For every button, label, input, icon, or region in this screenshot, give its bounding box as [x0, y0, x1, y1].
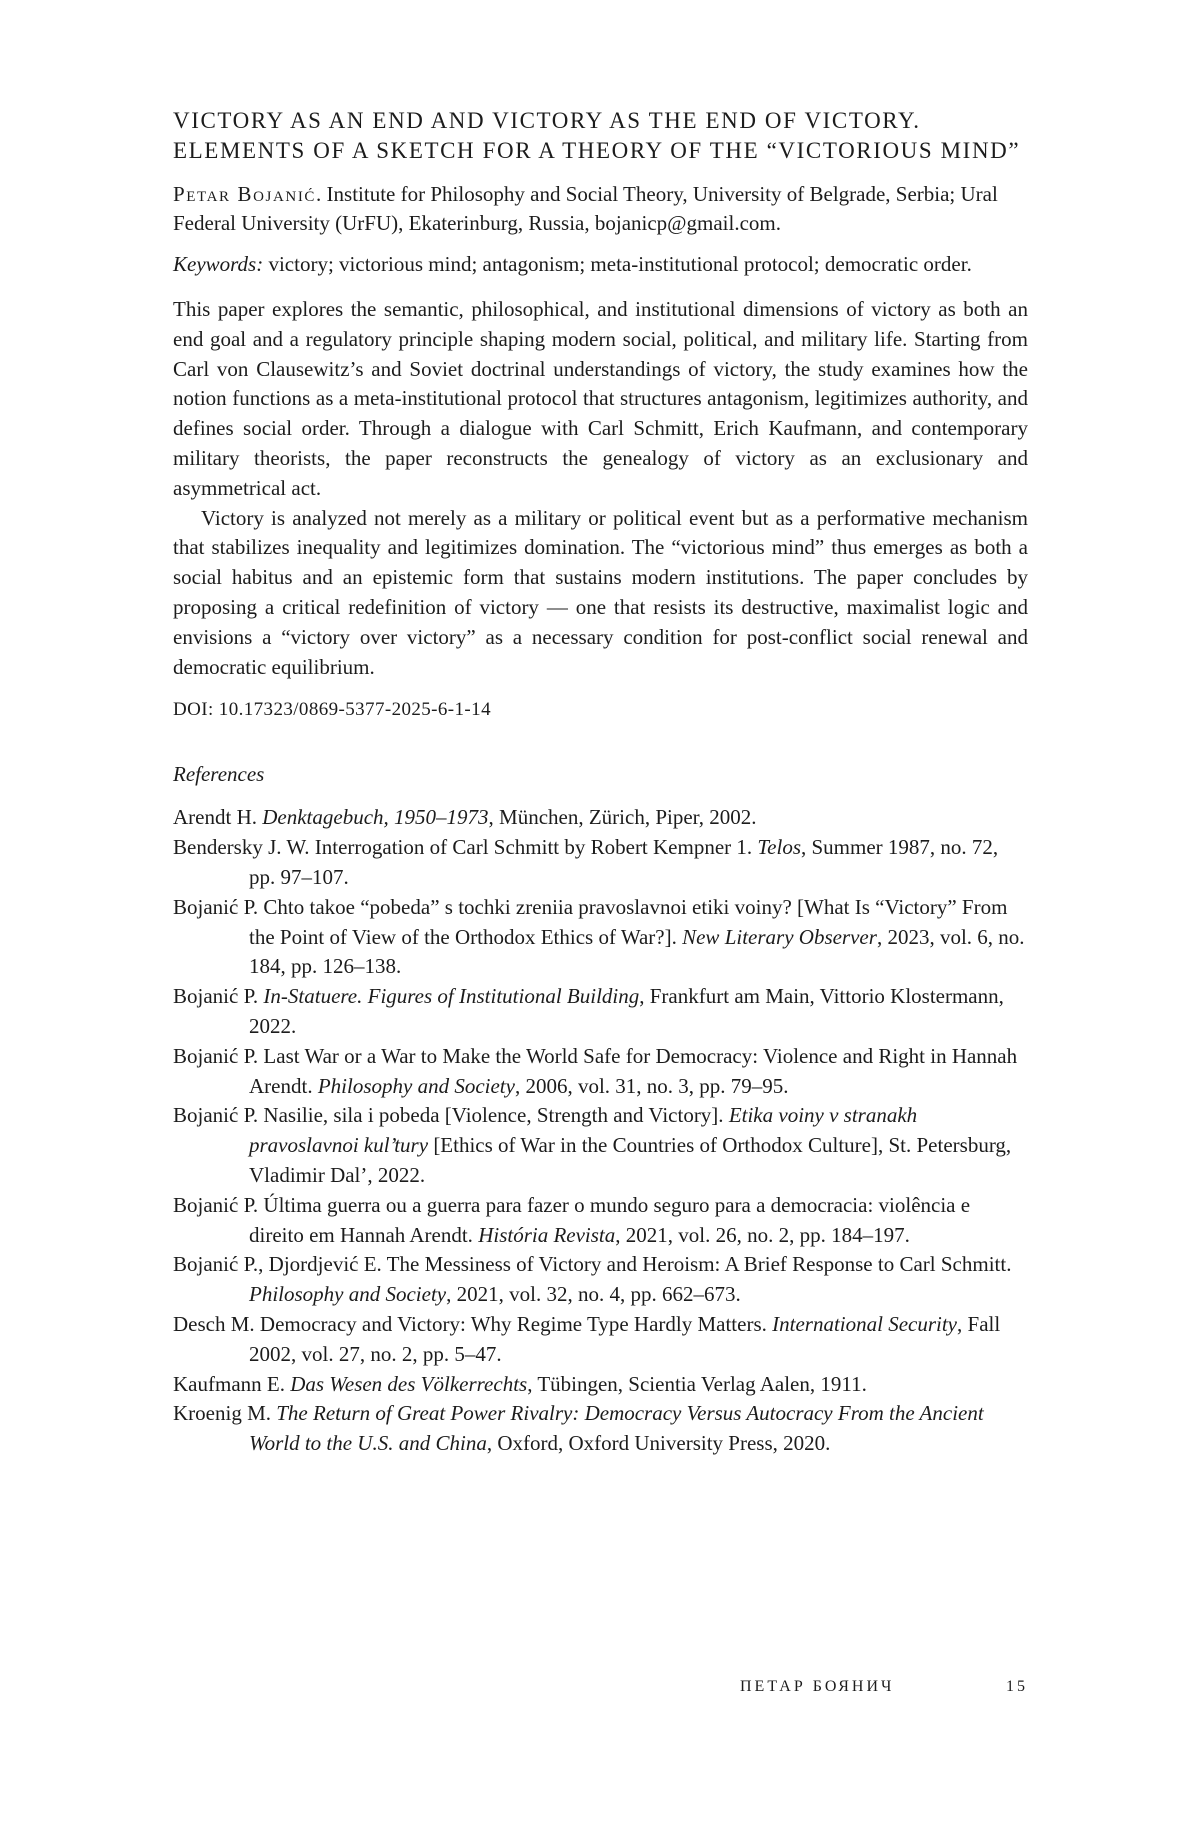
reference-list [173, 803, 1028, 1459]
abstract-paragraph-1: This paper explores the semantic, philosophical, and institutional dimensions of victory as both an end goal and a regulatory principle shaping modern social, political, and military life. Starting from Carl von Clausewitz’s and Soviet doctrinal understandings of victory, the study examines how the notion functions as a meta-institutional protocol that structures antagonism, legitimizes authority, and defines social order. Through a dialogue with Carl Schmitt, Erich Kaufmann, and contemporary military theorists, the paper reconstructs the genealogy of victory as an exclusionary and asymmetrical act. [173, 297, 1028, 500]
author-name: Petar Bojanić [173, 182, 317, 206]
reference-item: Bojanić P., Djordjević E. The Messiness of Victory and Heroism: A Brief Response to Carl Schmitt. Philosophy and Society, 2021, vol. 32, no. 4, pp. 662–673. [173, 1252, 1012, 1307]
page-number: 15 [1006, 1678, 1028, 1695]
keywords-text: victory; victorious mind; antagonism; meta-institutional protocol; democratic order. [268, 252, 972, 276]
reference-item: Bojanić P. Nasilie, sila i pobeda [Violence, Strength and Victory]. Etika voiny v stranakh pravoslavnoi kul’tury [Ethics of War in the Countries of Orthodox Culture], St. Petersburg, Vladimir Dal’, 2022. [173, 1103, 1012, 1187]
article-title [173, 106, 1028, 166]
abstract-paragraph-2: Victory is analyzed not merely as a military or political event but as a performative mechanism that stabilizes inequality and legitimizes domination. The “victorious mind” thus emerges as both a social habitus and an epistemic form that sustains modern institutions. The paper concludes by proposing a critical redefinition of victory — one that resists its destructive, maximalist logic and envisions a “victory over victory” as a necessary condition for post-conflict social renewal and democratic equilibrium. [173, 505, 1028, 679]
reference-item: Bojanić P. Last War or a War to Make the World Safe for Democracy: Violence and Right in Hannah Arendt. Philosophy and Society, 2006, vol. 31, no. 3, pp. 79–95. [173, 1043, 1018, 1098]
reference-item: Kroenig M. The Return of Great Power Rivalry: Democracy Versus Autocracy From the Ancient World to the U.S. and China, Oxford, Oxford University Press, 2020. [173, 1401, 984, 1456]
reference-item: Bojanić P. In-Statuere. Figures of Institutional Building, Frankfurt am Main, Vittorio Klostermann, 2022. [173, 984, 1004, 1038]
reference-item: Bendersky J. W. Interrogation of Carl Schmitt by Robert Kempner 1. Telos, Summer 1987, no. 72, pp. 97–107. [173, 835, 999, 889]
references-heading: References [173, 762, 265, 787]
keywords-label: Keywords: [173, 252, 264, 276]
reference-item: Bojanić P. Última guerra ou a guerra para fazer o mundo seguro para a democracia: violência e direito em Hannah Arendt. História Revista, 2021, vol. 26, no. 2, pp. 184–197. [173, 1192, 971, 1247]
article-title-line-2: ELEMENTS OF A SKETCH FOR A THEORY OF THE “VICTORIOUS MIND” [173, 138, 1021, 163]
abstract [173, 295, 1028, 682]
author-affiliation: Institute for Philosophy and Social Theory, University of Belgrade, Serbia; Ural Federal University (UrFU), Ekaterinburg, Russia, bojanicp@gmail.com. [173, 182, 998, 235]
reference-item: Kaufmann E. Das Wesen des Völkerrechts, Tübingen, Scientia Verlag Aalen, 1911. [173, 1371, 867, 1396]
reference-item: Arendt H. Denktagebuch, 1950–1973, München, Zürich, Piper, 2002. [173, 805, 757, 830]
author-info: Petar Bojanić. Institute for Philosophy and Social Theory, University of Belgrade, Serbia; Ural Federal University (UrFU), Ekaterinburg, Russia, bojanicp@gmail.com. [173, 182, 998, 235]
article-page [173, 106, 1028, 1459]
running-head: ПЕТАР БОЯНИЧ [740, 1678, 895, 1695]
reference-item: Desch M. Democracy and Victory: Why Regime Type Hardly Matters. International Security, Fall 2002, vol. 27, no. 2, pp. 5–47. [173, 1311, 1001, 1366]
keywords [173, 250, 1028, 279]
article-title-line-1: VICTORY AS AN END AND VICTORY AS THE END OF VICTORY. [173, 108, 921, 133]
doi: DOI: 10.17323/0869-5377-2025-6-1-14 [173, 699, 491, 721]
page-footer [740, 1672, 1028, 1702]
reference-item: Bojanić P. Chto takoe “pobeda” s tochki zreniia pravoslavnoi etiki voiny? [What Is “Victory” From the Point of View of the Orthodox Ethics of War?]. New Literary Observer, 2023, vol. 6, no. 184, pp. 126–138. [173, 894, 1025, 979]
